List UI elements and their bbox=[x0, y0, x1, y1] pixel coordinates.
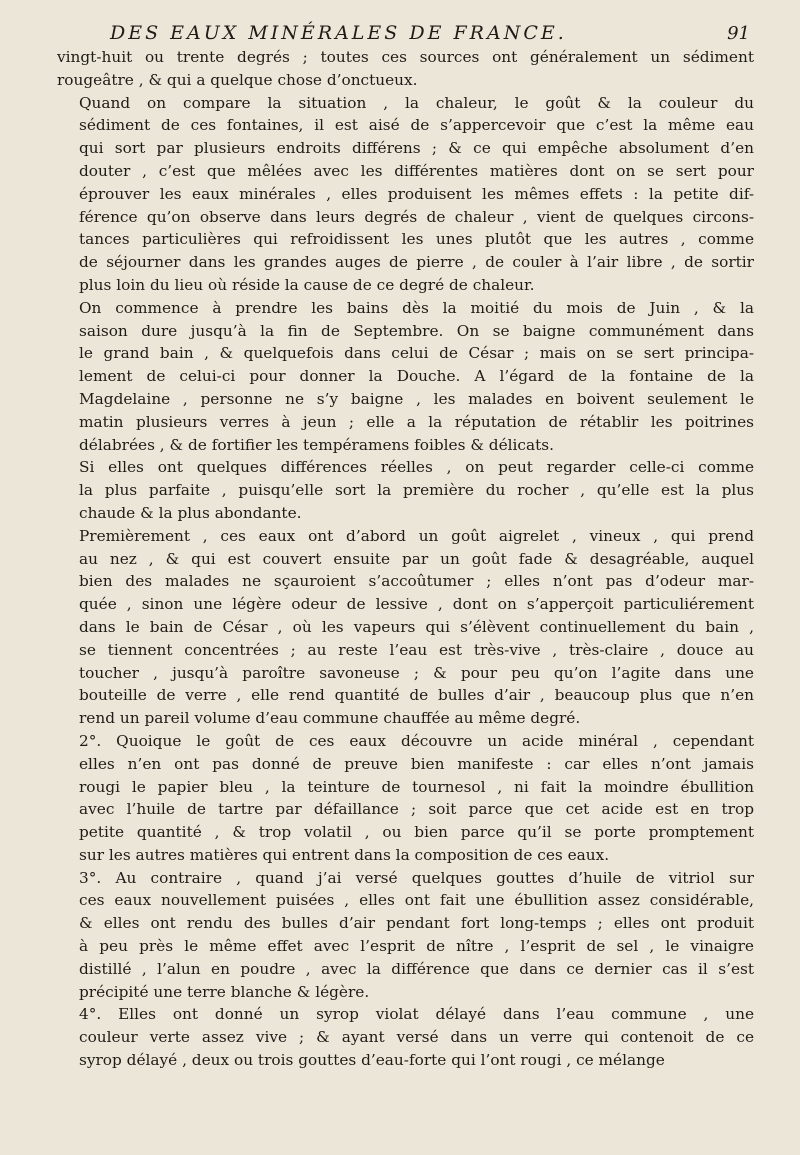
text-line: ces eaux nouvellement puisées , elles ont fait une ébullition assez considérable, bbox=[79, 891, 754, 910]
text-line: sur les autres matières qui entrent dans la composition de ces eaux. bbox=[79, 845, 610, 864]
text-line: précipité une terre blanche & légère. bbox=[79, 982, 370, 1001]
text-line: syrop délayé , deux ou trois gouttes d’eau-forte qui l’ont rougi , ce mélange bbox=[79, 1051, 665, 1070]
text-line: Magdelaine , personne ne s’y baigne , les malades en boivent seulement le bbox=[79, 389, 754, 408]
running-title: DES EAUX MINÉRALES DE FRANCE. bbox=[110, 22, 567, 44]
text-line: rend un pareil volume d’eau commune chauffée au même degré. bbox=[79, 709, 581, 728]
text-line: éprouver les eaux minérales , elles produisent les mêmes effets : la petite dif- bbox=[79, 184, 754, 203]
text-line: de séjourner dans les grandes auges de pierre , de couler à l’air libre , de sortir bbox=[79, 253, 754, 272]
text-line: douter , c’est que mêlées avec les différentes matières dont on se sert pour bbox=[79, 161, 754, 180]
text-line: au nez , & qui est couvert ensuite par un goût fade & desagréable, auquel bbox=[79, 549, 754, 568]
text-line: se tiennent concentrées ; au reste l’eau est très-vive , très-claire , douce au bbox=[79, 640, 754, 659]
paragraph bbox=[57, 1003, 754, 1071]
text-line: couleur verte assez vive ; & ayant versé dans un verre qui contenoit de ce bbox=[79, 1028, 754, 1047]
text-line: bien des malades ne sçauroient s’accoûtumer ; elles n’ont pas d’odeur mar- bbox=[79, 572, 754, 591]
text-line: 3°. Au contraire , quand j’ai versé quelques gouttes d’huile de vitriol sur bbox=[79, 868, 754, 887]
paragraph bbox=[57, 456, 754, 524]
text-line: distillé , l’alun en poudre , avec la différence que dans ce dernier cas il s’est bbox=[79, 959, 754, 978]
paragraph bbox=[57, 92, 754, 297]
text-line: lement de celui-ci pour donner la Douche. A l’égard de la fontaine de la bbox=[79, 367, 754, 386]
text-line: quée , sinon une légère odeur de lessive , dont on s’apperçoit particuliérement bbox=[79, 595, 754, 614]
text-line: férence qu’on observe dans leurs degrés de chaleur , vient de quelques circons- bbox=[79, 207, 754, 226]
text-line: le grand bain , & quelquefois dans celui de César ; mais on se sert principa- bbox=[79, 344, 754, 363]
text-line: rougi le papier bleu , la teinture de tournesol , ni fait la moindre ébullition bbox=[79, 777, 754, 796]
body-text bbox=[57, 46, 754, 1072]
text-line: qui sort par plusieurs endroits différens ; & ce qui empêche absolument d’en bbox=[79, 139, 754, 158]
text-line: vingt-huit ou trente degrés ; toutes ces sources ont généralement un sédiment bbox=[57, 48, 754, 66]
paragraph bbox=[57, 730, 754, 867]
text-line: & elles ont rendu des bulles d’air pendant fort long-temps ; elles ont produit bbox=[79, 914, 754, 933]
text-line: elles n’en ont pas donné de preuve bien manifeste : car elles n’ont jamais bbox=[79, 754, 754, 773]
text-line: toucher , jusqu’à paroître savoneuse ; & pour peu qu’on l’agite dans une bbox=[79, 663, 754, 682]
text-line: On commence à prendre les bains dès la moitié du mois de Juin , & la bbox=[79, 298, 754, 317]
paragraph bbox=[57, 46, 754, 92]
text-line: sédiment de ces fontaines, il est aisé de s’appercevoir que c’est la même eau bbox=[79, 116, 754, 135]
paragraph bbox=[57, 867, 754, 1004]
text-line: dans le bain de César , où les vapeurs qui s’élèvent continuellement du bain , bbox=[79, 617, 754, 636]
text-line: à peu près le même effet avec l’esprit de nître , l’esprit de sel , le vinaigre bbox=[79, 937, 754, 956]
text-line: rougeâtre , & qui a quelque chose d’onctueux. bbox=[57, 70, 418, 89]
text-line: saison dure jusqu’à la fin de Septembre. On se baigne communément dans bbox=[79, 321, 754, 340]
running-head bbox=[57, 22, 754, 44]
text-line: avec l’huile de tartre par défaillance ; soit parce que cet acide est en trop bbox=[79, 800, 754, 819]
text-line: petite quantité , & trop volatil , ou bien parce qu’il se porte promptement bbox=[79, 823, 754, 842]
text-line: la plus parfaite , puisqu’elle sort la première du rocher , qu’elle est la plus bbox=[79, 481, 754, 500]
text-line: 4°. Elles ont donné un syrop violat délayé dans l’eau commune , une bbox=[79, 1005, 754, 1024]
paragraph bbox=[57, 297, 754, 457]
text-line: plus loin du lieu où réside la cause de ce degré de chaleur. bbox=[79, 275, 535, 294]
text-line: tances particulières qui refroidissent les unes plutôt que les autres , comme bbox=[79, 230, 754, 249]
text-line: délabrées , & de fortifier les tempéramens foibles & délicats. bbox=[79, 435, 554, 454]
text-line: bouteille de verre , elle rend quantité de bulles d’air , beaucoup plus que n’en bbox=[79, 686, 754, 705]
text-line: Quand on compare la situation , la chaleur, le goût & la couleur du bbox=[79, 93, 754, 112]
paragraph bbox=[57, 525, 754, 730]
text-line: matin plusieurs verres à jeun ; elle a la réputation de rétablir les poitrines bbox=[79, 412, 754, 431]
text-line: Si elles ont quelques différences réelles , on peut regarder celle-ci comme bbox=[79, 458, 754, 477]
text-line: 2°. Quoique le goût de ces eaux découvre un acide minéral , cependant bbox=[79, 731, 754, 750]
page-number: 91 bbox=[727, 23, 750, 44]
text-line: chaude & la plus abondante. bbox=[79, 503, 302, 522]
text-line: Premièrement , ces eaux ont d’abord un goût aigrelet , vineux , qui prend bbox=[79, 526, 754, 545]
